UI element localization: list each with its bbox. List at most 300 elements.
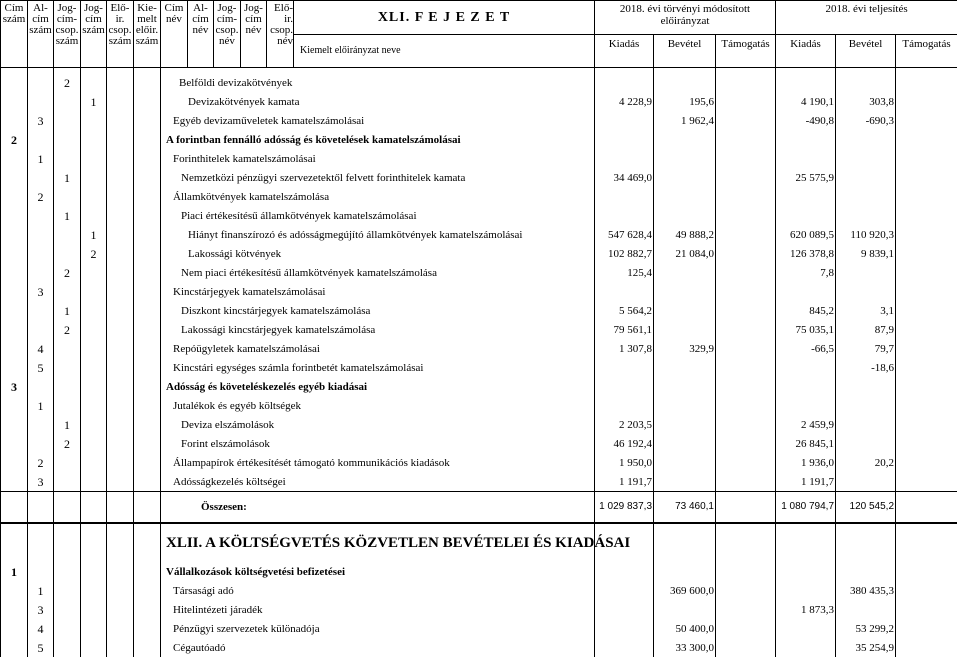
cell-bevetel-actual: [836, 130, 896, 149]
cell-kiadas-planned: 125,4: [595, 263, 654, 282]
cell-bevetel-actual: 380 435,3: [836, 581, 896, 600]
cell-jogcimcsop-szam: [54, 187, 81, 206]
cell-alcim-szam: 4: [28, 619, 54, 638]
cell-jogcim-szam: [81, 130, 107, 149]
cell-jogcim-szam: 2: [81, 244, 107, 263]
cell-cim-szam: [1, 600, 28, 619]
cell-kiadas-actual: 620 089,5: [776, 225, 836, 244]
cell-tamogatas-planned: [716, 415, 776, 434]
cell-tamogatas-actual: [896, 472, 957, 492]
cell-name: Kincstári egységes számla forintbetét kamatelszámolásai: [161, 358, 595, 377]
cell-jogcimcsop-szam: 2: [54, 73, 81, 92]
cell-jogcim-szam: [81, 581, 107, 600]
cell-kiadas-actual: [776, 581, 836, 600]
cell-name: Nemzetközi pénzügyi szervezetektől felvett forinthitelek kamata: [161, 168, 595, 187]
table-row: [1, 301, 957, 320]
cell-eloircsop-szam: [107, 358, 134, 377]
header-jogcim-nev: Jog-cím név: [241, 1, 267, 68]
cell-tamogatas-actual: [896, 619, 957, 638]
cell-jogcimcsop-szam: [54, 244, 81, 263]
header-jogcimcsop-szam: Jog-cím-csop. szám: [54, 1, 81, 68]
cell-alcim-szam: 5: [28, 358, 54, 377]
cell-bevetel-planned: [654, 358, 716, 377]
header-kiadas-actual: Kiadás: [776, 35, 836, 68]
cell-eloircsop-szam: [107, 244, 134, 263]
cell-alcim-szam: [28, 168, 54, 187]
cell-eloircsop-szam: [107, 111, 134, 130]
cell-alcim-szam: 5: [28, 638, 54, 657]
cell-eloircsop-szam: [107, 619, 134, 638]
cell-name: Diszkont kincstárjegyek kamatelszámolása: [161, 301, 595, 320]
cell-name: Repóügyletek kamatelszámolásai: [161, 339, 595, 358]
cell-jogcim-szam: [81, 187, 107, 206]
cell-bevetel-actual: [836, 168, 896, 187]
cell-tamogatas-planned: [716, 111, 776, 130]
cell-name: Devizakötvények kamata: [161, 92, 595, 111]
cell-jogcimcsop-szam: [54, 562, 81, 581]
header-tamogatas-planned: Támogatás: [716, 35, 776, 68]
cell-tamogatas-planned: [716, 523, 776, 562]
cell-kiemelt-szam: [134, 581, 161, 600]
cell-jogcimcsop-szam: [54, 339, 81, 358]
cell-jogcimcsop-szam: [54, 581, 81, 600]
cell-kiadas-actual: 25 575,9: [776, 168, 836, 187]
cell-bevetel-planned: [654, 320, 716, 339]
cell-bevetel-planned: [654, 600, 716, 619]
cell-tamogatas-planned: [716, 244, 776, 263]
cell-tamogatas-planned: [716, 562, 776, 581]
cell-kiadas-actual: -66,5: [776, 339, 836, 358]
cell-alcim-szam: 1: [28, 581, 54, 600]
cell-cim-szam: [1, 282, 28, 301]
table-row: [1, 263, 957, 282]
cell-tamogatas-actual: [896, 581, 957, 600]
cell-kiadas-actual: 75 035,1: [776, 320, 836, 339]
cell-tamogatas-planned: [716, 377, 776, 396]
cell-jogcim-szam: [81, 600, 107, 619]
cell-jogcimcsop-szam: 1: [54, 168, 81, 187]
cell-eloircsop-szam: [107, 339, 134, 358]
cell-tamogatas-actual: [896, 396, 957, 415]
cell-tamogatas-planned: [716, 168, 776, 187]
cell-cim-szam: [1, 523, 28, 562]
cell-kiadas-actual: 845,2: [776, 301, 836, 320]
table-body: [1, 68, 957, 657]
cell-bevetel-planned: [654, 301, 716, 320]
cell-kiadas-actual: 26 845,1: [776, 434, 836, 453]
cell-kiemelt-szam: [134, 263, 161, 282]
cell-tamogatas-planned: [716, 225, 776, 244]
cell-cim-szam: [1, 434, 28, 453]
cell-tamogatas-planned: [716, 301, 776, 320]
cell-jogcim-szam: [81, 619, 107, 638]
cell-eloircsop-szam: [107, 562, 134, 581]
cell-eloircsop-szam: [107, 206, 134, 225]
cell-kiadas-actual: [776, 73, 836, 92]
cell-bevetel-planned: 1 962,4: [654, 111, 716, 130]
cell-cim-szam: [1, 263, 28, 282]
cell-jogcimcsop-szam: [54, 282, 81, 301]
cell-tamogatas-actual: [896, 168, 957, 187]
cell-jogcim-szam: [81, 492, 107, 524]
header-bevetel-actual: Bevétel: [836, 35, 896, 68]
cell-kiemelt-szam: [134, 562, 161, 581]
cell-tamogatas-planned: [716, 339, 776, 358]
cell-bevetel-actual: [836, 206, 896, 225]
header-tamogatas-actual: Támogatás: [896, 35, 957, 68]
cell-tamogatas-actual: [896, 600, 957, 619]
cell-bevetel-planned: 329,9: [654, 339, 716, 358]
cell-cim-szam: 2: [1, 130, 28, 149]
cell-kiadas-planned: [595, 377, 654, 396]
cell-jogcimcsop-szam: [54, 396, 81, 415]
cell-name: Lakossági kincstárjegyek kamatelszámolása: [161, 320, 595, 339]
cell-eloircsop-szam: [107, 73, 134, 92]
cell-bevetel-planned: [654, 206, 716, 225]
cell-kiadas-actual: [776, 619, 836, 638]
cell-kiemelt-szam: [134, 73, 161, 92]
cell-bevetel-planned: [654, 73, 716, 92]
cell-cim-szam: [1, 453, 28, 472]
cell-jogcim-szam: [81, 73, 107, 92]
cell-bevetel-planned: 33 300,0: [654, 638, 716, 657]
cell-kiemelt-szam: [134, 523, 161, 562]
cell-kiadas-planned: [595, 282, 654, 301]
section-heading-row: [1, 523, 957, 562]
table-row: [1, 225, 957, 244]
cell-kiadas-planned: [595, 638, 654, 657]
cell-jogcimcsop-szam: [54, 130, 81, 149]
cell-bevetel-actual: [836, 73, 896, 92]
cell-kiadas-actual: [776, 187, 836, 206]
cell-jogcim-szam: [81, 415, 107, 434]
cell-jogcim-szam: [81, 339, 107, 358]
cell-eloircsop-szam: [107, 130, 134, 149]
cell-jogcim-szam: [81, 472, 107, 492]
cell-kiadas-planned: [595, 149, 654, 168]
cell-kiadas-planned: 547 628,4: [595, 225, 654, 244]
cell-jogcim-szam: [81, 358, 107, 377]
cell-eloircsop-szam: [107, 225, 134, 244]
cell-kiadas-planned: [595, 358, 654, 377]
cell-jogcim-szam: [81, 562, 107, 581]
cell-tamogatas-planned: [716, 581, 776, 600]
table-row: [1, 130, 957, 149]
cell-jogcimcsop-szam: [54, 377, 81, 396]
cell-tamogatas-actual: [896, 320, 957, 339]
cell-kiadas-actual: [776, 149, 836, 168]
table-header: [1, 1, 957, 68]
cell-kiadas-planned: [595, 187, 654, 206]
cell-kiemelt-szam: [134, 415, 161, 434]
cell-kiemelt-szam: [134, 92, 161, 111]
cell-kiemelt-szam: [134, 453, 161, 472]
cell-jogcimcsop-szam: [54, 149, 81, 168]
cell-bevetel-actual: 20,2: [836, 453, 896, 472]
cell-kiadas-actual: 1 191,7: [776, 472, 836, 492]
cell-eloircsop-szam: [107, 472, 134, 492]
cell-name: Pénzügyi szervezetek különadója: [161, 619, 595, 638]
cell-alcim-szam: 4: [28, 339, 54, 358]
cell-jogcimcsop-szam: 1: [54, 301, 81, 320]
cell-bevetel-actual: 110 920,3: [836, 225, 896, 244]
cell-kiadas-planned: 34 469,0: [595, 168, 654, 187]
cell-jogcim-szam: [81, 453, 107, 472]
cell-kiadas-actual: [776, 523, 836, 562]
cell-kiemelt-szam: [134, 358, 161, 377]
cell-tamogatas-planned: [716, 92, 776, 111]
cell-jogcimcsop-szam: 2: [54, 320, 81, 339]
header-group-actual: 2018. évi teljesítés: [776, 1, 957, 35]
cell-name: Társasági adó: [161, 581, 595, 600]
cell-jogcim-szam: [81, 168, 107, 187]
cell-alcim-szam: [28, 244, 54, 263]
cell-bevetel-planned: [654, 562, 716, 581]
cell-bevetel-planned: [654, 282, 716, 301]
cell-bevetel-actual: [836, 415, 896, 434]
cell-cim-szam: [1, 225, 28, 244]
cell-kiadas-planned: [595, 600, 654, 619]
cell-jogcim-szam: [81, 149, 107, 168]
cell-tamogatas-actual: [896, 111, 957, 130]
cell-bevetel-planned: [654, 149, 716, 168]
cell-cim-szam: [1, 111, 28, 130]
cell-jogcim-szam: [81, 377, 107, 396]
cell-alcim-szam: [28, 415, 54, 434]
cell-kiadas-planned: 4 228,9: [595, 92, 654, 111]
cell-alcim-szam: [28, 301, 54, 320]
cell-kiadas-planned: [595, 396, 654, 415]
cell-cim-szam: [1, 638, 28, 657]
cell-kiadas-actual: [776, 396, 836, 415]
cell-alcim-szam: 1: [28, 149, 54, 168]
cell-eloircsop-szam: [107, 453, 134, 472]
cell-jogcim-szam: 1: [81, 225, 107, 244]
table-row: [1, 600, 957, 619]
cell-kiemelt-szam: [134, 492, 161, 524]
table-row: [1, 581, 957, 600]
cell-tamogatas-actual: [896, 92, 957, 111]
cell-cim-szam: [1, 472, 28, 492]
cell-tamogatas-planned: [716, 187, 776, 206]
cell-alcim-szam: [28, 320, 54, 339]
cell-cim-szam: [1, 581, 28, 600]
cell-jogcimcsop-szam: [54, 358, 81, 377]
cell-kiemelt-szam: [134, 168, 161, 187]
table-row: [1, 562, 957, 581]
cell-name: Összesen:: [161, 492, 595, 524]
table-row: [1, 92, 957, 111]
cell-alcim-szam: [28, 377, 54, 396]
cell-tamogatas-planned: [716, 263, 776, 282]
cell-cim-szam: [1, 244, 28, 263]
cell-alcim-szam: 2: [28, 453, 54, 472]
cell-name: Hiányt finanszírozó és adósságmegújító államkötvények kamatelszámolásai: [161, 225, 595, 244]
cell-alcim-szam: 2: [28, 187, 54, 206]
cell-bevetel-actual: 3,1: [836, 301, 896, 320]
cell-kiadas-actual: 126 378,8: [776, 244, 836, 263]
cell-cim-szam: [1, 492, 28, 524]
cell-cim-szam: [1, 149, 28, 168]
cell-kiadas-actual: [776, 282, 836, 301]
cell-bevetel-actual: 303,8: [836, 92, 896, 111]
cell-jogcim-szam: [81, 263, 107, 282]
cell-bevetel-planned: [654, 396, 716, 415]
cell-tamogatas-planned: [716, 149, 776, 168]
cell-jogcim-szam: [81, 301, 107, 320]
cell-kiadas-actual: 2 459,9: [776, 415, 836, 434]
table-row: [1, 377, 957, 396]
cell-name: XLII. A KÖLTSÉGVETÉS KÖZVETLEN BEVÉTELEI ÉS KIADÁSAI: [161, 523, 595, 562]
table-row: [1, 244, 957, 263]
header-eloircsop-szam: Elő-ir. csop. szám: [107, 1, 134, 68]
cell-tamogatas-planned: [716, 472, 776, 492]
cell-jogcimcsop-szam: 2: [54, 263, 81, 282]
cell-cim-szam: [1, 187, 28, 206]
cell-tamogatas-actual: [896, 73, 957, 92]
cell-cim-szam: [1, 320, 28, 339]
cell-name: Forint elszámolások: [161, 434, 595, 453]
cell-cim-szam: [1, 73, 28, 92]
cell-eloircsop-szam: [107, 168, 134, 187]
cell-alcim-szam: 3: [28, 282, 54, 301]
cell-kiemelt-szam: [134, 472, 161, 492]
cell-kiadas-planned: [595, 562, 654, 581]
cell-tamogatas-planned: [716, 206, 776, 225]
cell-tamogatas-actual: [896, 415, 957, 434]
cell-bevetel-actual: [836, 187, 896, 206]
cell-jogcim-szam: 1: [81, 92, 107, 111]
cell-kiadas-actual: 1 080 794,7: [776, 492, 836, 524]
header-alcim-nev: Al-cím név: [188, 1, 214, 68]
cell-eloircsop-szam: [107, 377, 134, 396]
cell-bevetel-actual: [836, 282, 896, 301]
cell-bevetel-actual: 79,7: [836, 339, 896, 358]
cell-bevetel-actual: [836, 263, 896, 282]
cell-bevetel-actual: 120 545,2: [836, 492, 896, 524]
cell-tamogatas-planned: [716, 453, 776, 472]
cell-eloircsop-szam: [107, 320, 134, 339]
cell-jogcimcsop-szam: [54, 225, 81, 244]
cell-kiemelt-szam: [134, 187, 161, 206]
cell-tamogatas-planned: [716, 320, 776, 339]
cell-tamogatas-actual: [896, 130, 957, 149]
cell-kiemelt-szam: [134, 619, 161, 638]
cell-tamogatas-planned: [716, 492, 776, 524]
cell-bevetel-actual: [836, 472, 896, 492]
cell-alcim-szam: [28, 263, 54, 282]
cell-jogcimcsop-szam: 1: [54, 415, 81, 434]
cell-cim-szam: [1, 415, 28, 434]
table-row: [1, 339, 957, 358]
cell-tamogatas-planned: [716, 434, 776, 453]
cell-kiemelt-szam: [134, 244, 161, 263]
cell-kiemelt-szam: [134, 149, 161, 168]
cell-tamogatas-actual: [896, 523, 957, 562]
cell-eloircsop-szam: [107, 415, 134, 434]
cell-tamogatas-actual: [896, 187, 957, 206]
cell-name: Jutalékok és egyéb költségek: [161, 396, 595, 415]
table-row: [1, 358, 957, 377]
cell-jogcim-szam: [81, 206, 107, 225]
cell-alcim-szam: [28, 225, 54, 244]
cell-cim-szam: [1, 339, 28, 358]
cell-eloircsop-szam: [107, 187, 134, 206]
cell-tamogatas-actual: [896, 263, 957, 282]
cell-jogcim-szam: [81, 434, 107, 453]
cell-name: Deviza elszámolások: [161, 415, 595, 434]
table-row: [1, 453, 957, 472]
cell-kiemelt-szam: [134, 339, 161, 358]
cell-bevetel-actual: 9 839,1: [836, 244, 896, 263]
cell-tamogatas-planned: [716, 130, 776, 149]
cell-kiemelt-szam: [134, 396, 161, 415]
cell-name: Nem piaci értékesítésű államkötvények kamatelszámolása: [161, 263, 595, 282]
chapter-title: XLI. F E J E Z E T: [294, 1, 595, 35]
header-name-column: Kiemelt előirányzat neve: [294, 35, 595, 68]
cell-name: Piaci értékesítésű államkötvények kamatelszámolásai: [161, 206, 595, 225]
cell-name: Adósságkezelés költségei: [161, 472, 595, 492]
cell-kiemelt-szam: [134, 130, 161, 149]
table-row: [1, 638, 957, 657]
cell-alcim-szam: [28, 92, 54, 111]
cell-alcim-szam: 3: [28, 600, 54, 619]
table-row: [1, 73, 957, 92]
table-row: [1, 320, 957, 339]
header-kiemelt-szam: Kie-melt előir. szám: [134, 1, 161, 68]
cell-kiemelt-szam: [134, 225, 161, 244]
table-row: [1, 168, 957, 187]
cell-name: Államkötvények kamatelszámolása: [161, 187, 595, 206]
cell-kiadas-actual: [776, 206, 836, 225]
cell-kiadas-actual: [776, 358, 836, 377]
cell-name: Kincstárjegyek kamatelszámolásai: [161, 282, 595, 301]
cell-tamogatas-actual: [896, 492, 957, 524]
cell-name: Forinthitelek kamatelszámolásai: [161, 149, 595, 168]
cell-kiadas-planned: 1 029 837,3: [595, 492, 654, 524]
cell-jogcimcsop-szam: [54, 523, 81, 562]
cell-bevetel-actual: [836, 396, 896, 415]
cell-tamogatas-planned: [716, 73, 776, 92]
cell-bevetel-planned: 49 888,2: [654, 225, 716, 244]
cell-tamogatas-actual: [896, 225, 957, 244]
cell-bevetel-planned: 73 460,1: [654, 492, 716, 524]
cell-jogcimcsop-szam: [54, 453, 81, 472]
table-row: [1, 472, 957, 492]
cell-eloircsop-szam: [107, 149, 134, 168]
cell-bevetel-planned: [654, 472, 716, 492]
cell-bevetel-planned: [654, 415, 716, 434]
table-row: [1, 396, 957, 415]
cell-kiadas-actual: [776, 130, 836, 149]
cell-kiadas-planned: [595, 206, 654, 225]
header-jogcim-szam: Jog-cím szám: [81, 1, 107, 68]
cell-alcim-szam: 3: [28, 472, 54, 492]
cell-bevetel-planned: [654, 377, 716, 396]
cell-jogcim-szam: [81, 523, 107, 562]
table-row: [1, 187, 957, 206]
cell-kiadas-actual: [776, 377, 836, 396]
cell-kiemelt-szam: [134, 111, 161, 130]
cell-kiadas-planned: 1 191,7: [595, 472, 654, 492]
cell-tamogatas-planned: [716, 358, 776, 377]
cell-bevetel-actual: [836, 600, 896, 619]
cell-name: Cégautóadó: [161, 638, 595, 657]
cell-bevetel-planned: [654, 523, 716, 562]
cell-kiemelt-szam: [134, 434, 161, 453]
cell-tamogatas-actual: [896, 638, 957, 657]
cell-name: Egyéb devizaműveletek kamatelszámolásai: [161, 111, 595, 130]
